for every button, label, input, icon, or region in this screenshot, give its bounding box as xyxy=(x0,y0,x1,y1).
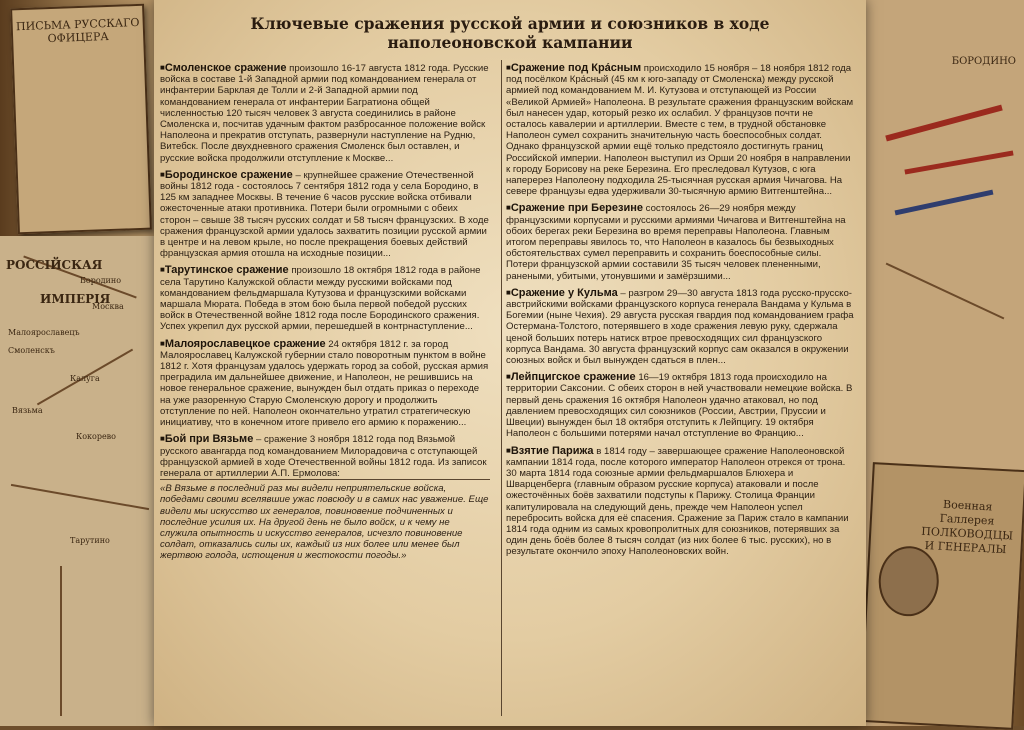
map-label: Малоярославецъ xyxy=(8,328,80,337)
map-label: Калуга xyxy=(70,374,100,383)
map-label: Вязьма xyxy=(12,406,43,415)
portrait-image xyxy=(877,545,941,618)
left-column xyxy=(160,62,490,720)
battle-name: ■ Сражение под Кра́сным xyxy=(506,62,641,74)
map-label: Москва xyxy=(92,302,124,311)
ermolov-quote: «В Вязьме в последний раз мы видели неприятельские войска, победами своими вселявшие ужас повсюду и в самих нас уважение. Еще видели мы искусство их генералов, повиновение подчиненных и последние усилия их. На другой день не было войск, и к чему не служила опытность и искусство генералов, исчезло повиновение солдат, отказались силы их, каждый из них более или менее был жертвою голода, истощения и жестокости погоды.» xyxy=(160,479,490,561)
battle-text: 24 октября 1812 г. за город Малоярославец Калужской губернии стало поворотным пунктом в войне 1812 г. Хотя французам удалось удержать город за собой, русская армия преградила им дальнейшее движение, и Наполеон, не решившись на новое генеральное сражение, вынужден был отдать приказ о переходе на уже разоренную Старую Смоленскую дорогу и продолжить отступление по ней. Наполеон окончательно утратил стратегическую инициативу, что в конечном итоге привело его армию к поражению... xyxy=(160,338,489,429)
battle-entry xyxy=(506,287,856,366)
map-label: Смоленскъ xyxy=(8,346,55,355)
battle-line-blue xyxy=(895,190,994,216)
battle-entry xyxy=(506,445,856,558)
battle-text: произошло 18 октября 1812 года в районе села Тарутино Калужской области между русскими войсками под командованием фельдмаршала Кутузова и французскими войсками маршала Мюрата. Победа в этом бою была первой победой русских войск в Отечественной войне 1812 года после Бородинского сражения. Успех укрепил дух русской армии, перешедшей в контрнаступление... xyxy=(160,265,481,333)
battle-entry xyxy=(160,62,490,164)
battle-name: ■ Малоярославецкое сражение xyxy=(160,338,326,350)
map-label: РОССІЙСКАЯ xyxy=(6,258,103,272)
battle-text: 16—19 октября 1813 года происходило на территории Саксонии. С обеих сторон в ней участвовали немецкие войска. В первый день сражения 16 октября Наполеон удачно атаковал, но под давлением превосходящих сил союзников (России, Австрии, Пруссии и Швеции) вынужден был 18 октября отступить к Лейпцигу. 19 октября Наполеон с большими потерями начал отступление во Францию... xyxy=(506,372,853,440)
battle-entry xyxy=(506,62,856,197)
battle-line-red xyxy=(904,150,1013,174)
map-river xyxy=(60,566,62,716)
battle-name: ■ Бородинское сражение xyxy=(160,169,293,181)
battle-entry xyxy=(506,371,856,439)
battle-entry xyxy=(160,264,490,332)
left-letter-title: ПИСЬМА РУССКАГО ОФИЦЕРА xyxy=(15,15,140,46)
battle-name: ■ Взятие Парижа xyxy=(506,445,594,457)
battle-text: произошло 16-17 августа 1812 года. Русские войска в составе 1-й Западной армии под командованием генерала от инфантерии Барклая де Толли и 2-й Западной армии под командованием генерала от инфантерии Багратиона общей численностью 120 тысяч человек 3 августа соединились в районе Смоленска и, посчитав удачным фактом разбросанное положение войск Наполеона и прекратив отступать, развернули наступление на Рудню, Витебск. После двухдневного сражения Смоленск был оставлен, и русские войска продолжили отступление к Москве... xyxy=(160,63,489,164)
map-label: Тарутино xyxy=(70,536,110,545)
battle-entry xyxy=(160,169,490,260)
battle-entry xyxy=(160,338,490,429)
battle-text: происходило 15 ноября – 18 ноября 1812 года под посёлком Кра́сный (45 км к юго-западу от Смоленска) между русской армией под командованием М. И. Кутузова и отступающей из России «Великой Армией» Наполеона. В результате сражения французским войскам был нанесен удар, который резко их ослабил. У французов почти не осталось кавалерии и артиллерии. Вместе с тем, в трудной обстановке Наполеон сумел сохранить значительную часть боеспособных солдат. Однако французской армии ещё только предстояло достигнуть границ Российской империи. Наполеон выступил из Орши 20 ноября в направлении к городу Борисову на реке Березина. Его преследовал Кутузов, с юга наперерез Наполеону подходила 25-тысячная русская армия Чичагова. На севере французы едва удерживали 30-тысячную армию Витгенштейна... xyxy=(506,63,854,198)
battle-name: ■ Бой при Вязьме xyxy=(160,433,253,445)
parchment-page xyxy=(154,0,866,726)
battle-text: – разгром 29—30 августа 1813 года русско-прусско-австрийскими войсками французского корпуса генерала Вандама у Кульма в Богемии (ныне Чехия). 29 августа русская гвардия под командованием графа Остермана-Толстого, потерявшего в ходе сражения левую руку, сдержала ценой больших потерь натиск втрое превосходящих сил французского корпуса Вандама. 30 августа французский корпус сам оказался в окружении союзных войск и был вынужден сдаться в плен... xyxy=(506,287,854,367)
column-divider xyxy=(501,60,502,716)
book-title: Военная Галлерея ПОЛКОВОДЦЫ И ГЕНЕРАЛЫ xyxy=(921,497,1014,557)
battle-text: в 1814 году – завершающее сражение Наполеоновской кампании 1814 года, после которого император Наполеон отрекся от трона. 30 марта 1814 года союзные армии фельдмаршалов Блюхера и Шварценберга (главным образом русские корпуса) атаковали и после ожесточённых боёв захватили подступы к Парижу. Столица Франции капитулировала на следующий день, прежде чем Наполеон успел перебросить войска для её спасения. Сражение за Париж стало в кампании 1814 года одним из самых кровопролитных для союзников, потерявших за один день боёв более 8 тысяч солдат (из них более 6 тыс. русских), но в результате окончило эпоху Наполеоновских войн. xyxy=(506,445,849,558)
map-road xyxy=(11,484,149,510)
battle-name: ■ Сражение при Березине xyxy=(506,202,643,214)
battle-text: состоялось 26—29 ноября между французскими корпусами и русскими армиями Чичагова и Витгенштейна на обоих берегах реки Березина во время переправы Наполеона. Главным итогом переправы явилось то, что Наполеон в казалось бы безвыходных обстоятельствах сумел переправить и сохранить боеспособные силы. Потери французской армии составили 35 тысяч человек плененными, ранеными, убитыми, утонувшими и замёрзшими... xyxy=(506,203,846,282)
right-map-decoration xyxy=(866,0,1024,480)
battle-name: ■ Смоленское сражение xyxy=(160,62,286,74)
map-label: Кокорево xyxy=(76,432,116,441)
page-title: Ключевые сражения русской армии и союзников в ходе наполеоновской кампании xyxy=(250,14,770,52)
right-column xyxy=(506,62,856,720)
battle-name: ■ Тарутинское сражение xyxy=(160,264,289,276)
map-road xyxy=(886,263,1005,320)
battle-entry xyxy=(506,202,856,281)
map-label: ИМПЕРІЯ xyxy=(40,292,111,306)
map-label: БОРОДИНО xyxy=(951,56,1016,67)
left-letter-decoration xyxy=(10,4,152,235)
battle-line-red xyxy=(885,105,1002,142)
right-book-decoration xyxy=(859,462,1024,730)
battle-name: ■ Сражение у Кульма xyxy=(506,287,618,299)
battle-entry xyxy=(160,433,490,561)
map-label: Бородино xyxy=(80,276,122,285)
battle-text: – крупнейшее сражение Отечественной войны 1812 года - состоялось 7 сентября 1812 года у села Бородино, в 125 км западнее Москвы. В течение 6 часов русские войска отбивали ожесточенные атаки противника. Потери были огромными с обеих сторон – свыше 38 тысяч русских солдат и 58 тысяч французских. В ходе сражения французской армии удалось захватить позиции русской армии в центре и на левом крыле, но после прекращения боевых действий французская армия отошла на исходные позиции... xyxy=(160,169,489,260)
battle-text: – сражение 3 ноября 1812 года под Вязьмой русского авангарда под командованием Милорадовича с отступающей французской армией в ходе Отечественной войны 1812 года. Из записок генерала от артиллерии А.П. Ермолова: xyxy=(160,434,487,479)
battle-name: ■ Лейпцигское сражение xyxy=(506,371,636,383)
left-map-decoration xyxy=(0,236,158,726)
